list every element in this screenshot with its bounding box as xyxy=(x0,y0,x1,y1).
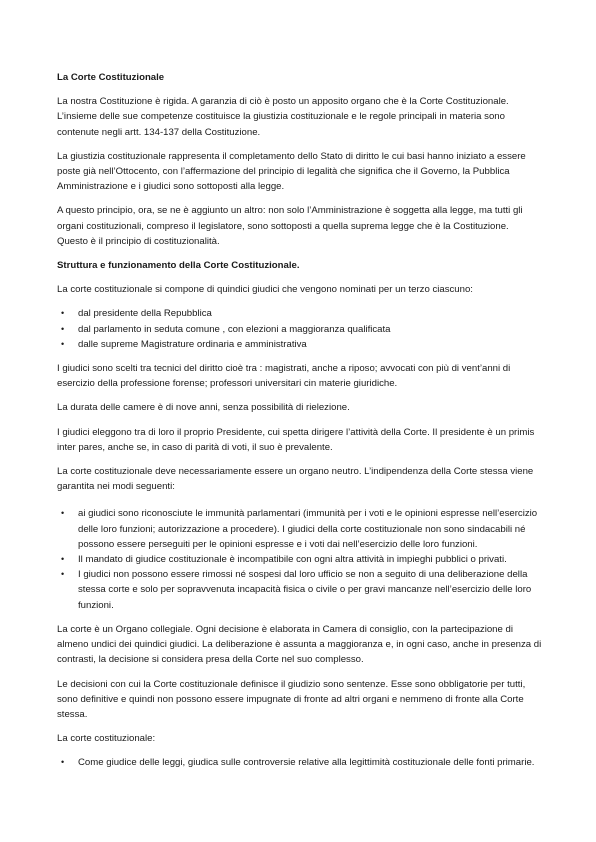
paragraph: La corte costituzionale: xyxy=(57,733,156,745)
paragraph: La corte costituzionale deve necessariamente essere un organo neutro. L’indipendenza della Corte stessa viene garantita nei modi seguenti: xyxy=(57,466,534,493)
bullet-icon: • xyxy=(61,338,65,349)
paragraph: La corte costituzionale si compone di quindici giudici che vengono nominati per un terzo ciascuno: xyxy=(57,284,473,296)
bullet-list-indipendenza xyxy=(57,506,542,612)
paragraph: I giudici sono scelti tra tecnici del diritto cioè tra : magistrati, anche a riposo; avvocati con più di vent’anni di esercizio della professione forense; professori universitari cin materie giuridiche. xyxy=(57,363,511,390)
list-item-text: dal parlamento in seduta comune , con elezioni a maggioranza qualificata xyxy=(78,323,391,335)
list-item-text: ai giudici sono riconosciute le immunità parlamentari (immunità per i voti e le opinioni espresse nell’esercizio delle loro funzioni; autorizzazione a procedere). I giudici della corte costituzionale non sono sindacabili né possono essere perseguiti per le opinioni espresse e i voti dai nell’esercizio delle loro funzioni. xyxy=(78,508,538,550)
list-item xyxy=(57,306,542,321)
bullet-list-nomina xyxy=(57,306,542,352)
bullet-icon: • xyxy=(61,323,65,334)
list-item-text: Il mandato di giudice costituzionale è incompatibile con ogni altra attività in impieghi pubblici o privati. xyxy=(78,554,507,566)
bullet-icon: • xyxy=(61,569,65,580)
list-item xyxy=(57,322,542,337)
list-item-text: dalle supreme Magistrature ordinaria e amministrativa xyxy=(78,338,307,350)
paragraph: A questo principio, ora, se ne è aggiunto un altro: non solo l’Amministrazione è soggetta alla legge, ma tutti gli organi costituzionali, compreso il legislatore, sono sottoposti a quella suprema legge che è la Costituzione. Questo è il principio di costituzionalità. xyxy=(57,205,523,247)
list-item xyxy=(57,337,542,352)
list-item xyxy=(57,755,542,770)
section-heading: Struttura e funzionamento della Corte Costituzionale. xyxy=(57,260,300,272)
paragraph: I giudici eleggono tra di loro il proprio Presidente, cui spetta dirigere l’attività della Corte. Il presidente è un primis inter pares, anche se, in caso di parità di voti, il suo è prevalente. xyxy=(57,426,535,453)
list-item xyxy=(57,552,542,567)
list-item xyxy=(57,506,542,552)
paragraph: Le decisioni con cui la Corte costituzionale definisce il giudizio sono sentenze. Esse sono obbligatorie per tutti, sono definitive e quindi non possono essere impugnate di fronte ad altri organi e nemmeno di fronte alla Corte stessa. xyxy=(57,678,526,720)
paragraph: La durata delle camere è di nove anni, senza possibilità di rielezione. xyxy=(57,402,350,414)
list-item-text: I giudici non possono essere rimossi né sospesi dal loro ufficio se non a seguito di una deliberazione della stessa corte e solo per sopravvenuta incapacità fisica o civile o per gravi mancanze nell’esercizio delle loro funzioni. xyxy=(78,569,532,611)
bullet-icon: • xyxy=(61,757,65,768)
paragraph: La giustizia costituzionale rappresenta il completamento dello Stato di diritto le cui basi hanno iniziato a essere poste già nell’Ottocento, con l’affermazione del principio di legalità che significa che il Governo, la Pubblica Amministrazione e i giudici sono sottoposti alla legge. xyxy=(57,150,526,193)
bullet-icon: • xyxy=(61,554,65,565)
paragraph: La corte è un Organo collegiale. Ogni decisione è elaborata in Camera di consiglio, con la partecipazione di almeno undici dei quindici giudici. La deliberazione è assunta a maggioranza e, in ogni caso, anche in presenza di contrasti, la decisione si considera presa della Corte nel suo complesso. xyxy=(57,623,542,666)
bullet-list-funzioni xyxy=(57,755,542,770)
list-item-text: dal presidente della Repubblica xyxy=(78,308,212,320)
list-item xyxy=(57,567,542,613)
paragraph: La nostra Costituzione è rigida. A garanzia di ciò è posto un apposito organo che è la Corte Costituzionale. L’insieme delle sue competenze costituisce la giustizia costituzionale e le regole principali in materia sono contenute negli artt. 134-137 della Costituzione. xyxy=(57,96,509,138)
list-item-text: Come giudice delle leggi, giudica sulle controversie relative alla legittimità costituzionale delle fonti primarie. xyxy=(78,757,535,769)
bullet-icon: • xyxy=(61,508,65,519)
bullet-icon: • xyxy=(61,308,65,319)
document-title: La Corte Costituzionale xyxy=(57,72,165,83)
